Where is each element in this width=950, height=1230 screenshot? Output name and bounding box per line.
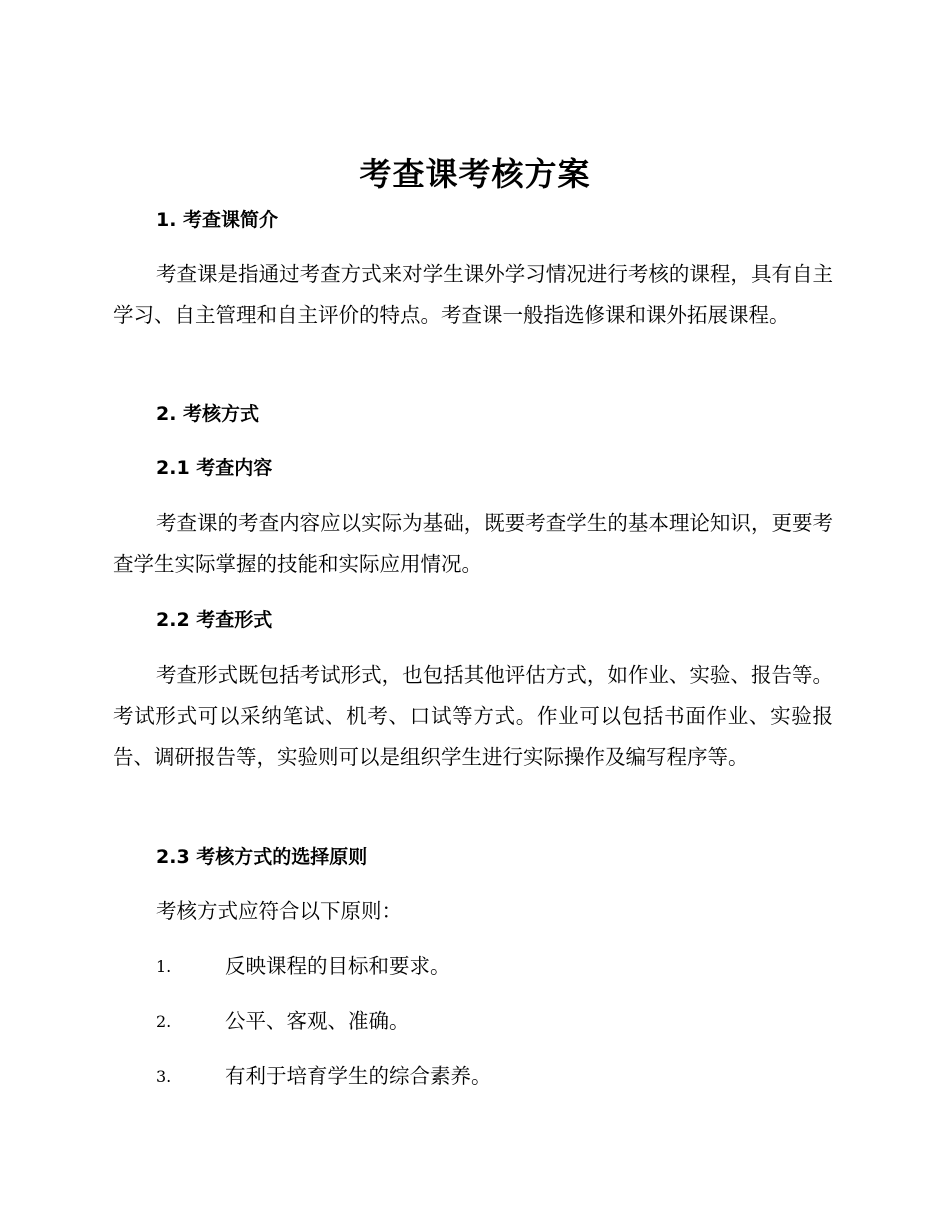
section-paragraph-2-1: 考查课的考查内容应以实际为基础，既要考查学生的基本理论知识，更要考查学生实际掌握的技能和实际应用情况。 xyxy=(113,511,833,576)
document-title: 考查课考核方案 xyxy=(359,155,591,193)
list-item xyxy=(156,1001,756,1042)
list-item-number: 3. xyxy=(156,1067,172,1086)
section-heading-1: 1. 考查课简介 xyxy=(156,209,279,231)
section-paragraph-2-2: 考查形式既包括考试形式，也包括其他评估方式，如作业、实验、报告等。考试形式可以采纳笔试、机考、口试等方式。作业可以包括书面作业、实验报告、调研报告等，实验则可以是组织学生进行实际操作及编写程序等。 xyxy=(113,663,833,769)
section-heading-2: 2. 考核方式 xyxy=(156,403,260,425)
list-item xyxy=(156,1056,756,1097)
list-item-text: 反映课程的目标和要求。 xyxy=(225,954,451,978)
list-item xyxy=(156,946,756,987)
section-paragraph-1: 考查课是指通过考查方式来对学生课外学习情况进行考核的课程，具有自主学习、自主管理和自主评价的特点。考查课一般指选修课和课外拓展课程。 xyxy=(113,262,833,327)
section-heading-2-2: 2.2 考查形式 xyxy=(156,609,273,631)
section-heading-2-1: 2.1 考查内容 xyxy=(156,457,273,479)
section-intro-2-3: 考核方式应符合以下原则： xyxy=(156,899,402,923)
list-item-number: 1. xyxy=(156,957,172,976)
list-item-text: 有利于培育学生的综合素养。 xyxy=(225,1064,492,1088)
list-item-text: 公平、客观、准确。 xyxy=(225,1009,410,1033)
section-heading-2-3: 2.3 考核方式的选择原则 xyxy=(156,846,368,868)
list-item-number: 2. xyxy=(156,1012,172,1031)
